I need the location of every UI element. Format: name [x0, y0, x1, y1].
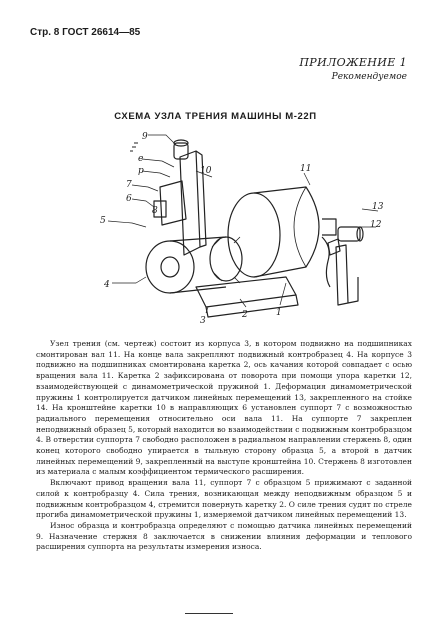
- appendix-title: ПРИЛОЖЕНИЕ 1: [299, 56, 407, 69]
- label-5: 5: [100, 216, 106, 226]
- paragraph: Включают привод вращения вала 11, суппорт 7 с образцом 5 прижимают с заданной силой к контробразцу 4. Сила трения, возникающая между неподвижным образцом 5 и подвижным контробразцом 4, стремится повернуть каретку 2. О силе трения судят по стреле прогиба динамометрической пружины 1, измеряемой датчиком линейных перемещений 13.: [36, 478, 412, 520]
- housing-body: [254, 187, 319, 277]
- label-2: 2: [242, 310, 248, 320]
- end-divider: [185, 613, 233, 614]
- figure-title: СХЕМА УЗЛА ТРЕНИЯ МАШИНЫ М-22П: [114, 111, 317, 122]
- paragraph: Износ образца и контробразца определяют с помощью датчика линейных перемещений 9. Назначение стержня 8 заключается в снижении влияния деформации и теплового расширения суппорта на результаты измерения износа.: [36, 520, 412, 552]
- label-6: 6: [126, 194, 132, 204]
- counter-sample-4: [146, 241, 194, 293]
- paragraph: Узел трения (см. чертеж) состоит из корпуса 3, в котором подвижно на подшипниках смонтирован вал 11. На конце вала закрепляют подвижный контробразец 4. На корпусе 3 подвижно на подшипниках смонтирована каретка 2, ось качания которой совпадает с осью вращения вала 11. Каретка 2 зафиксирована от поворота при помощи упора каретки 12, взаимодействующей с динамометрической пружиной 1. Деформация динамометрической пружины 1 контролируется датчиком линейных перемещений 13, закрепленного на стойке 14. На кронштейне каретки 10 в направляющих 6 установлен суппорт 7 с возможностью радиального перемещения относительно оси вала 11. На суппорте 7 закреплен неподвижный образец 5, который находится во взаимодействии с подвижным контробразцом 4. В отверстии суппорта 7 свободно расположен в радиальном направлении стержень 8, один конец которого свободно упирается в тыльную сторону образца 5, а второй в датчик линейных перемещений 9, закрепленный на выступе кронштейна 10. Стержень 8 изготовлен из материала с малым коэффициентом термического расширения.: [36, 339, 413, 477]
- label-7: 7: [126, 180, 132, 190]
- carriage-2: [210, 237, 242, 281]
- label-11: 11: [300, 164, 312, 174]
- shaft: [322, 219, 336, 235]
- label-e: е: [138, 154, 144, 164]
- appendix-status: Рекомендуемое: [331, 72, 407, 82]
- label-9: 9: [142, 132, 148, 142]
- label-1: 1: [276, 308, 282, 318]
- label-12: 12: [370, 220, 382, 230]
- label-10: 10: [200, 166, 212, 176]
- label-8: 8: [152, 206, 158, 216]
- description-text: [36, 339, 412, 553]
- page-header: Стр. 8 ГОСТ 26614—85: [30, 27, 141, 38]
- stand-14: [336, 245, 348, 305]
- housing-end-face: [228, 193, 280, 277]
- label-p: р: [138, 166, 144, 176]
- label-4: 4: [104, 280, 110, 290]
- label-13: 13: [372, 202, 384, 212]
- friction-unit-drawing: [96, 127, 396, 327]
- label-3: 3: [200, 316, 206, 326]
